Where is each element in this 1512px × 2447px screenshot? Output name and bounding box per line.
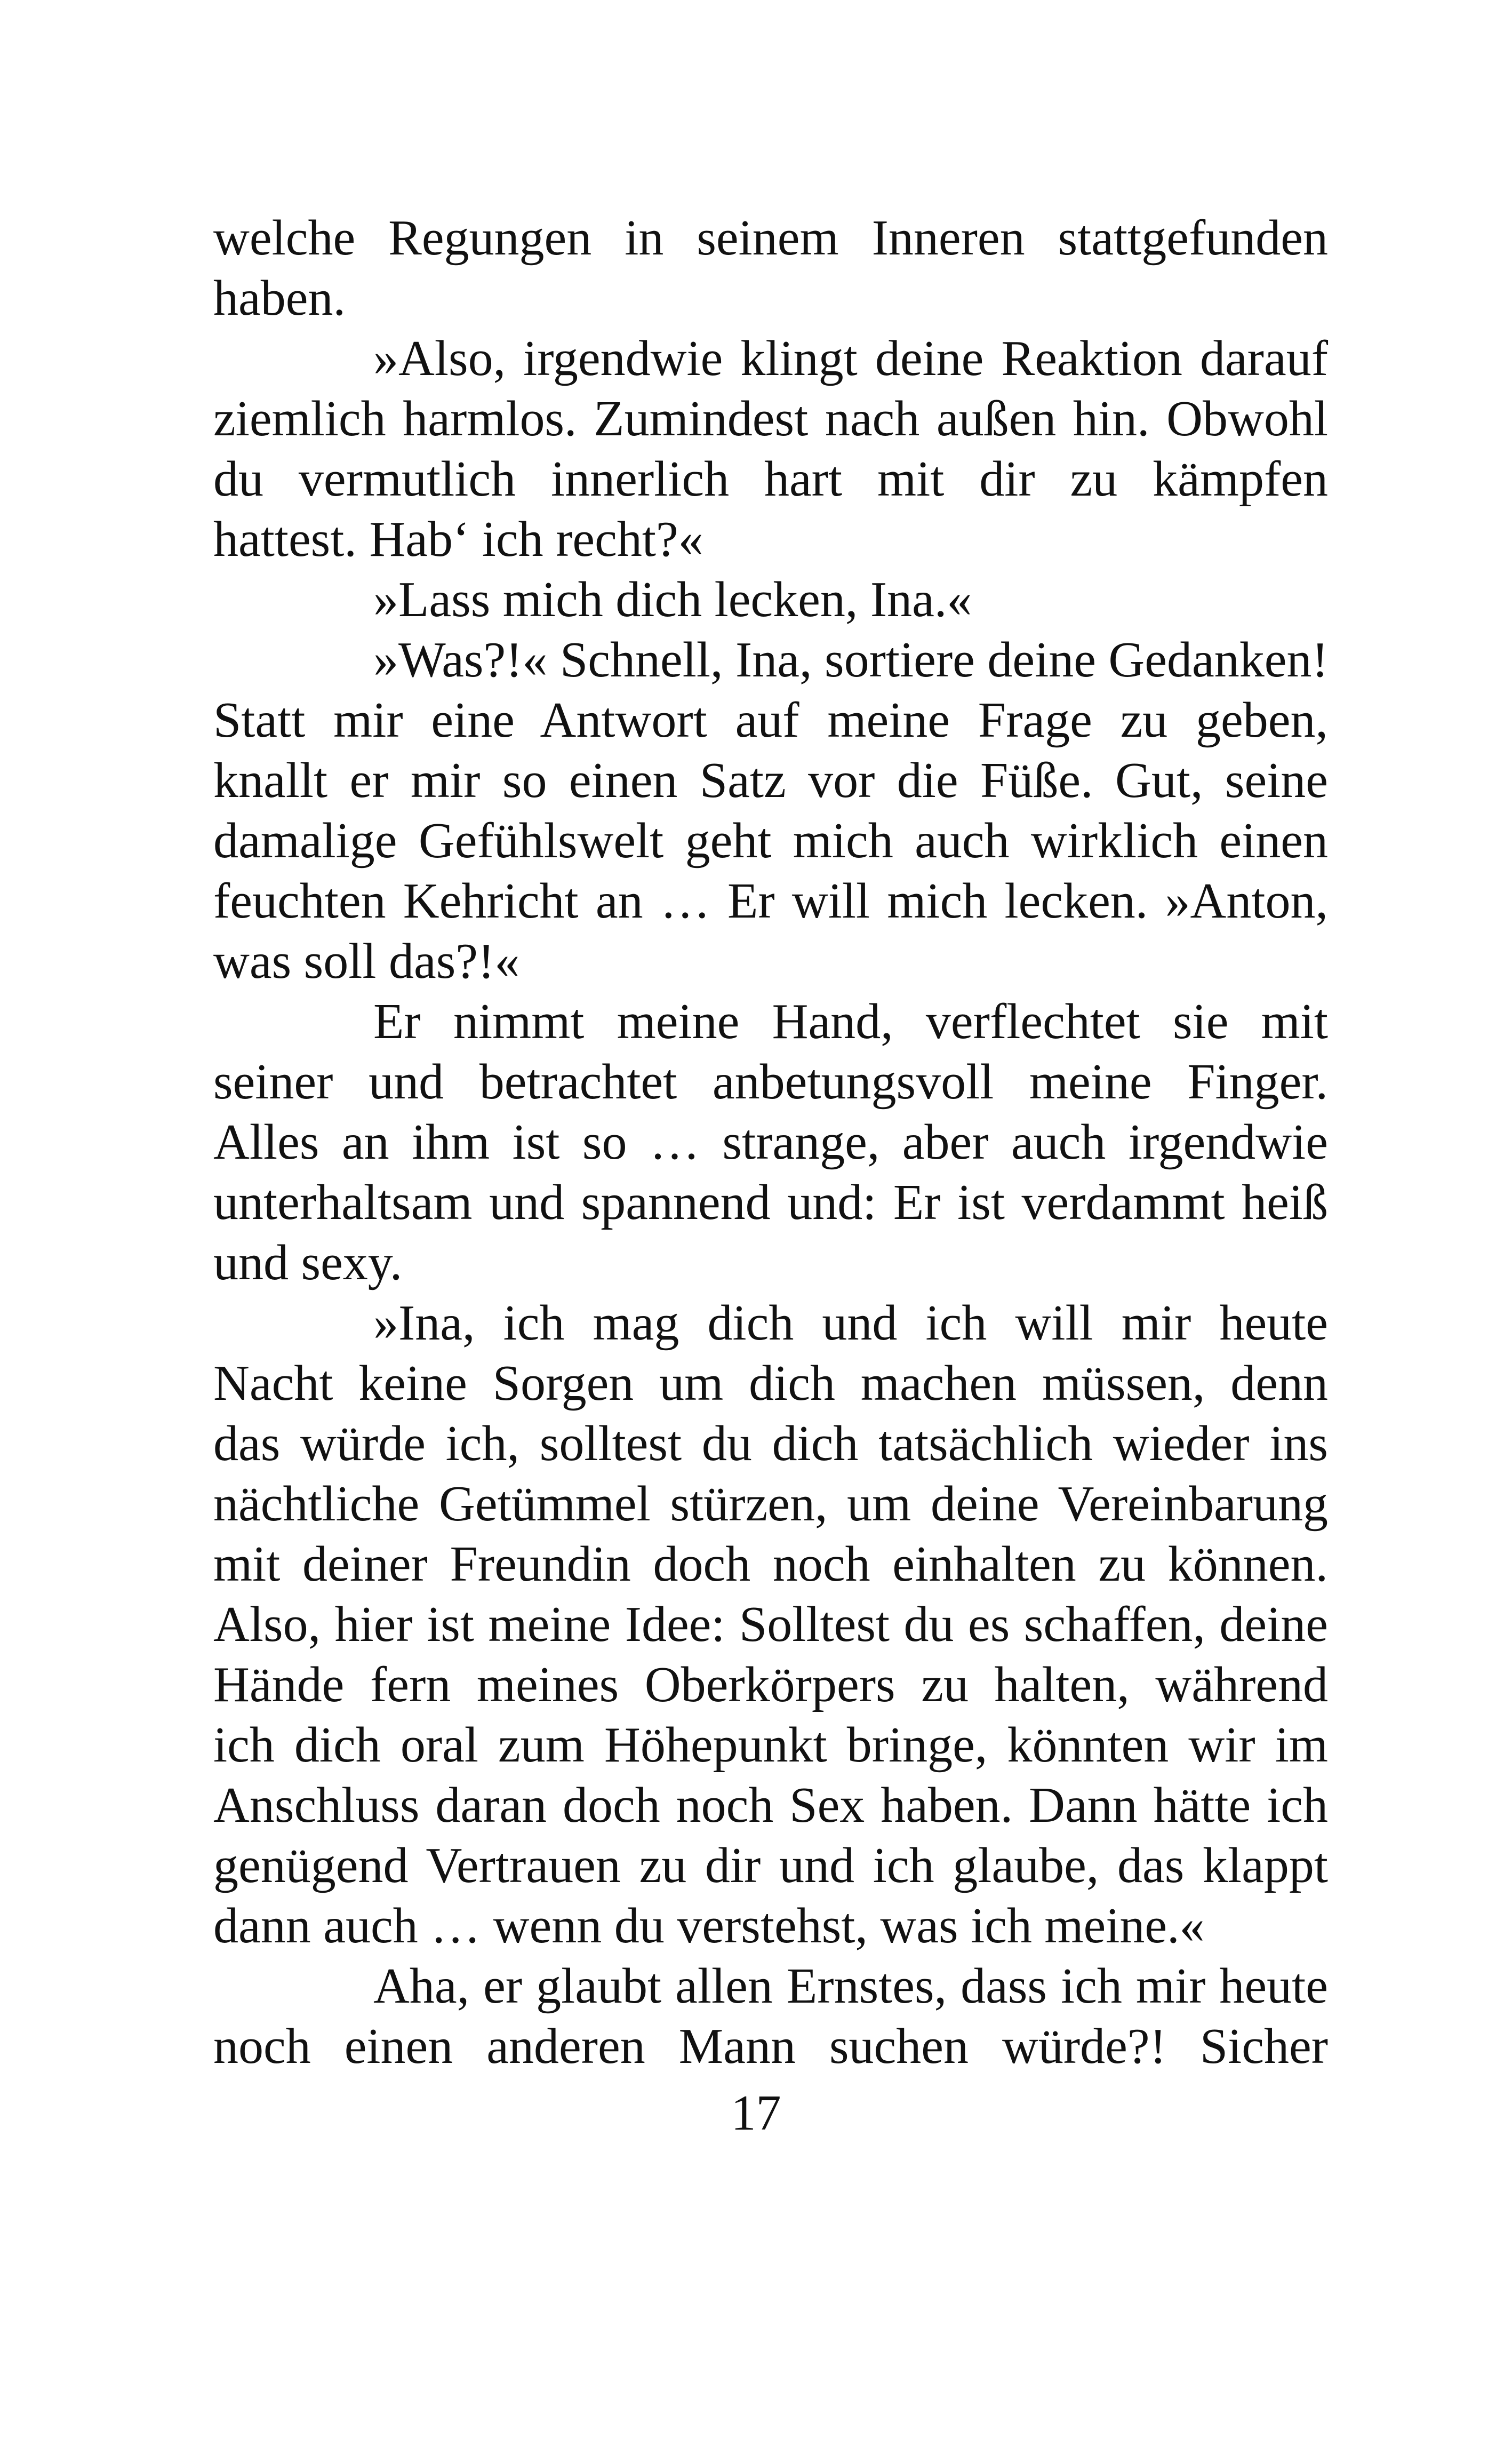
text-line: noch einen anderen Mann suchen würde?! Sicher	[213, 2019, 1328, 2074]
text-line: »Lass mich dich lecken, Ina.«	[373, 572, 972, 627]
page-number: 17	[731, 2085, 781, 2141]
text-line: Er nimmt meine Hand, verflechtet sie mit	[373, 994, 1328, 1049]
text-line: Statt mir eine Antwort auf meine Frage zu geben,	[213, 692, 1328, 748]
text-line: unterhaltsam und spannend und: Er ist verdammt heiß	[213, 1175, 1328, 1230]
text-line: knallt er mir so einen Satz vor die Füße. Gut, seine	[213, 753, 1328, 808]
text-line: Also, hier ist meine Idee: Solltest du es schaffen, deine	[213, 1597, 1328, 1652]
book-page-body	[213, 208, 1328, 2077]
text-line: feuchten Kehricht an … Er will mich lecken. »Anton,	[213, 873, 1328, 929]
text-line: das würde ich, solltest du dich tatsächlich wieder ins	[213, 1416, 1328, 1471]
text-line: Alles an ihm ist so … strange, aber auch irgendwie	[213, 1114, 1328, 1170]
text-line: Aha, er glaubt allen Ernstes, dass ich mir heute	[373, 1958, 1328, 2014]
text-line: »Also, irgendwie klingt deine Reaktion darauf	[373, 331, 1328, 386]
text-line: dann auch … wenn du verstehst, was ich meine.«	[213, 1898, 1205, 1954]
text-line: du vermutlich innerlich hart mit dir zu kämpfen	[213, 451, 1328, 507]
text-line: ich dich oral zum Höhepunkt bringe, könnten wir im	[213, 1717, 1328, 1773]
text-line: Hände fern meines Oberkörpers zu halten, während	[213, 1657, 1328, 1712]
text-line: mit deiner Freundin doch noch einhalten zu können.	[213, 1536, 1328, 1592]
text-line: hattest. Hab‘ ich recht?«	[213, 512, 703, 567]
text-line: ziemlich harmlos. Zumindest nach außen hin. Obwohl	[213, 391, 1328, 447]
text-line: genügend Vertrauen zu dir und ich glaube, das klappt	[213, 1838, 1328, 1893]
text-line: nächtliche Getümmel stürzen, um deine Vereinbarung	[213, 1476, 1328, 1532]
text-line: »Ina, ich mag dich und ich will mir heute	[373, 1295, 1328, 1351]
text-line: was soll das?!«	[213, 934, 520, 989]
text-line: Nacht keine Sorgen um dich machen müssen, denn	[213, 1356, 1328, 1411]
text-line: damalige Gefühlswelt geht mich auch wirklich einen	[213, 813, 1328, 868]
text-line: welche Regungen in seinem Inneren stattgefunden	[213, 210, 1328, 266]
text-line: haben.	[213, 270, 346, 326]
text-line: Anschluss daran doch noch Sex haben. Dann hätte ich	[213, 1778, 1328, 1833]
text-line: und sexy.	[213, 1235, 403, 1290]
text-line: seiner und betrachtet anbetungsvoll meine Finger.	[213, 1054, 1328, 1110]
text-line: »Was?!« Schnell, Ina, sortiere deine Gedanken!	[373, 632, 1329, 688]
